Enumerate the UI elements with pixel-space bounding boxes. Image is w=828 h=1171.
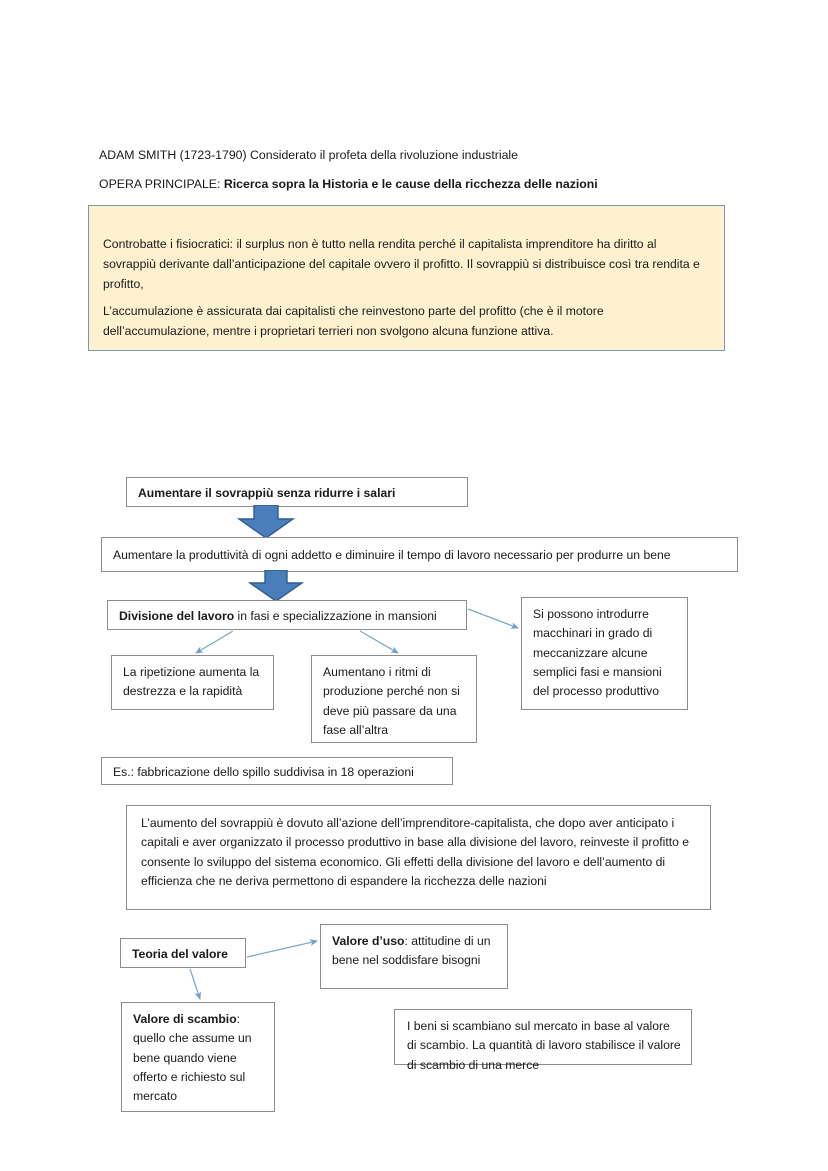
box-valore-duso-bold: Valore d’uso bbox=[332, 934, 405, 948]
box-teoria-del-valore bbox=[120, 938, 246, 968]
opera-principale-label: OPERA PRINCIPALE: bbox=[99, 177, 224, 191]
down-block-arrow-icon-1 bbox=[235, 505, 297, 539]
box-valore-scambio-bold: Valore di scambio bbox=[133, 1012, 237, 1026]
box-valore-di-scambio bbox=[121, 1002, 275, 1112]
callout-paragraph-2: L’accumulazione è assicurata dai capitalisti che reinvestono parte del profitto (che è il motore dell’accumulazione, mentre i proprietari terrieri non svolgono alcuna funzione attiva. bbox=[103, 304, 604, 338]
box-ripetizione-text: La ripetizione aumenta la destrezza e la rapidità bbox=[123, 665, 260, 699]
box-divisione-del-lavoro bbox=[107, 600, 467, 630]
box-valore-scambio-rest: : quello che assume un bene quando viene offerto e richiesto sul mercato bbox=[133, 1012, 252, 1104]
box-ritmi-text: Aumentano i ritmi di produzione perché non si deve più passare da una fase all’altra bbox=[323, 665, 460, 737]
box-aumentare-sovrappiu-text: Aumentare il sovrappiù senza ridurre i salari bbox=[138, 486, 396, 500]
header-line1-text: ADAM SMITH (1723-1790) Considerato il profeta della rivoluzione industriale bbox=[99, 148, 518, 162]
box-produttivita bbox=[101, 537, 738, 572]
box-valore-duso bbox=[320, 924, 508, 989]
connector-divisione-to-ripetizione bbox=[196, 631, 233, 653]
connector-teoria-to-valore-scambio bbox=[190, 969, 200, 999]
box-ritmi-produzione bbox=[311, 655, 477, 743]
callout-paragraph-1: Controbatte i fisiocratici: il surplus non è tutto nella rendita perché il capitalista imprenditore ha diritto al sovrappiù derivante dall’anticipazione del capitale ovvero il profitto. Il sovrappiù si distribuisce così tra rendita e profitto, bbox=[103, 237, 700, 291]
box-valore-duso-rest: : attitudine di un bene nel soddisfare bisogni bbox=[332, 934, 491, 968]
box-aumento-sovrappiu-text: L’aumento del sovrappiù è dovuto all’azione dell’imprenditore-capitalista, che dopo aver anticipato i capitali e aver organizzato il processo produttivo in base alla divisione del lavoro, reinveste il profitto e consente lo sviluppo del sistema economico. Gli effetti della divisione del lavoro e dell’aumento di efficienza che ne deriva permettono di espandere la ricchezza delle nazioni bbox=[141, 816, 690, 888]
box-esempio-spillo bbox=[101, 757, 453, 785]
box-divisione-rest-text: in fasi e specializzazione in mansioni bbox=[234, 609, 437, 623]
box-mercato-text: I beni si scambiano sul mercato in base al valore di scambio. La quantità di lavoro stabilisce il valore di scambio di una merce bbox=[407, 1019, 681, 1072]
connector-divisione-to-ritmi bbox=[360, 631, 398, 653]
header-line-adam-smith bbox=[99, 147, 739, 164]
down-block-arrow-icon-2 bbox=[247, 570, 305, 602]
callout-fisiocratici-box bbox=[88, 205, 725, 351]
box-teoria-text: Teoria del valore bbox=[132, 947, 228, 961]
box-produttivita-text: Aumentare la produttività di ogni addetto e diminuire il tempo di lavoro necessario per produrre un bene bbox=[113, 548, 671, 562]
box-esempio-text: Es.: fabbricazione dello spillo suddivisa in 18 operazioni bbox=[113, 765, 414, 779]
box-aumento-sovrappiu-paragraph bbox=[126, 805, 711, 910]
box-ripetizione-destrezza bbox=[111, 655, 274, 710]
connector-teoria-to-valore-duso bbox=[247, 941, 317, 957]
box-macchinari-text: Si possono introdurre macchinari in grado di meccanizzare alcune semplici fasi e mansioni del processo produttivo bbox=[533, 607, 662, 699]
connector-divisione-to-macchinari bbox=[468, 609, 518, 628]
opera-principale-title: Ricerca sopra la Historia e le cause della ricchezza delle nazioni bbox=[223, 177, 598, 191]
box-divisione-bold-text: Divisione del lavoro bbox=[119, 609, 235, 623]
box-beni-si-scambiano bbox=[394, 1009, 692, 1072]
box-macchinari bbox=[521, 597, 688, 710]
header-line-opera-principale bbox=[99, 176, 759, 193]
box-aumentare-sovrappiu bbox=[126, 477, 468, 507]
